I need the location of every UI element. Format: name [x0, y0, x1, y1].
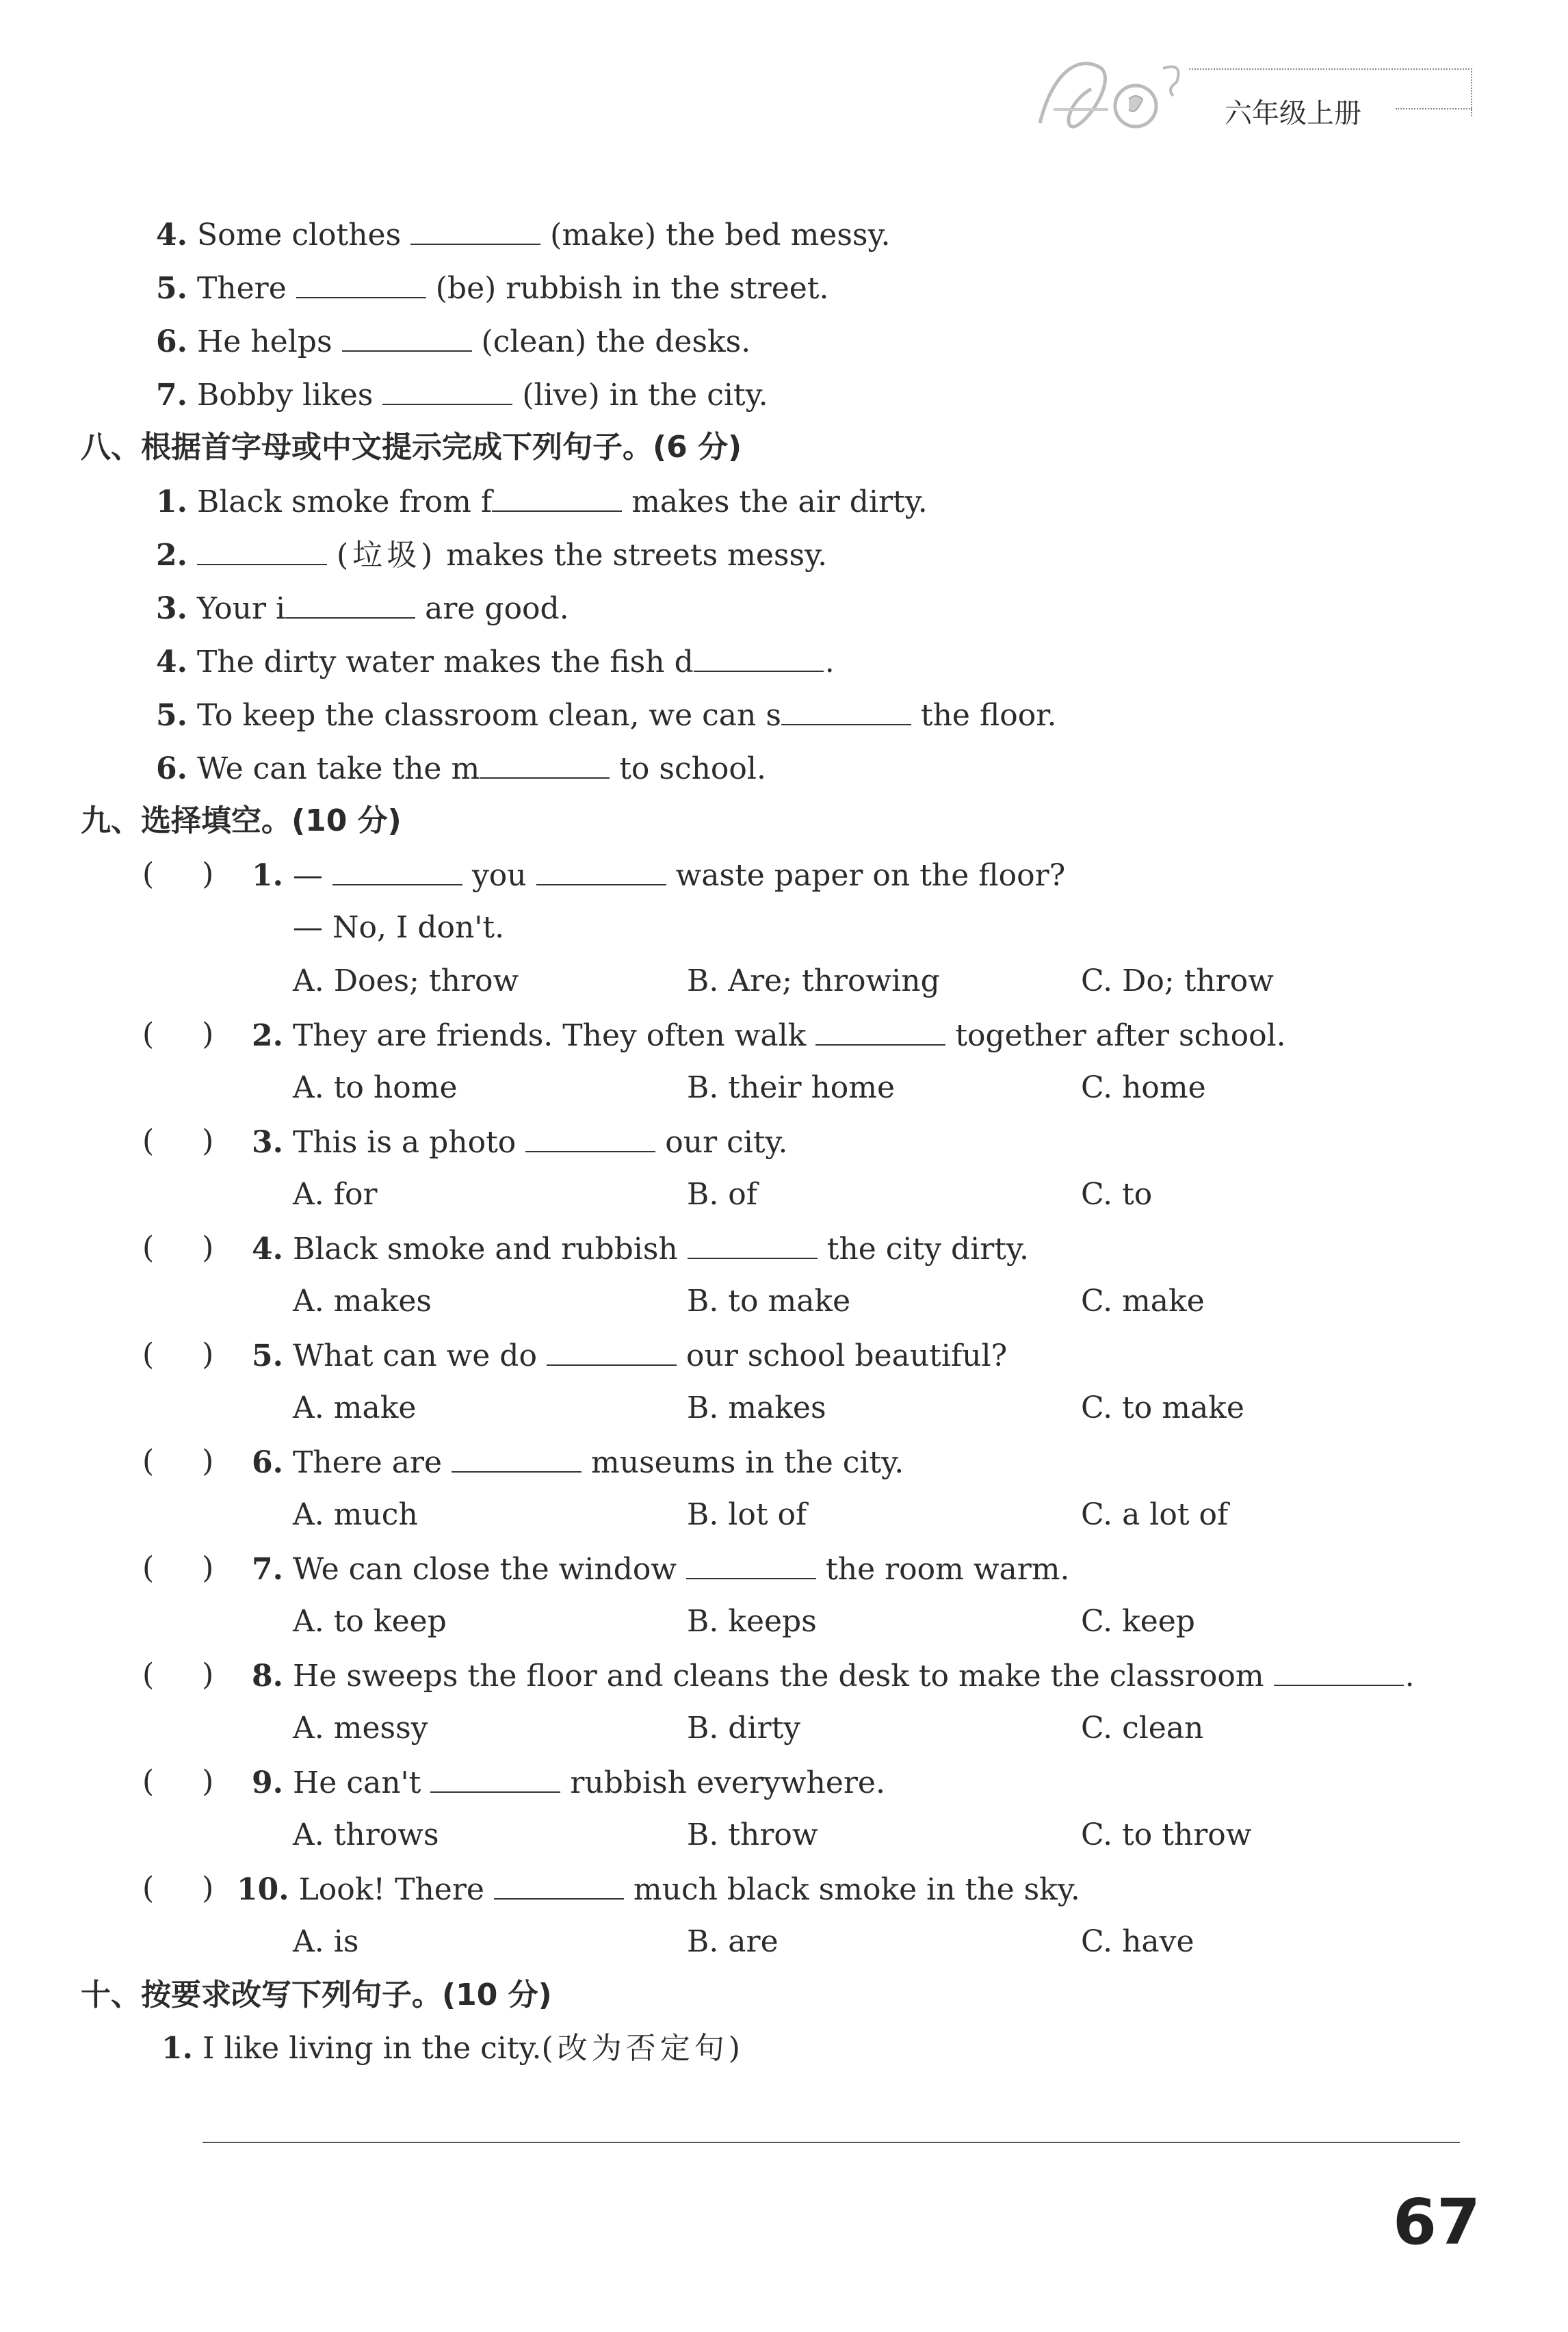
mc-question-3: 3. This is a photo our city.	[252, 1121, 788, 1163]
part8-item-1: 1. Black smoke from f makes the air dirty.	[156, 480, 928, 523]
option-c: C. a lot of	[1081, 1497, 1229, 1532]
option-c: C. make	[1081, 1284, 1205, 1319]
mc-question-9: 9. He can't rubbish everywhere.	[252, 1761, 885, 1804]
answer-blank[interactable]	[296, 267, 426, 298]
option-a: A. much	[293, 1497, 418, 1532]
option-b: B. Are; throwing	[687, 963, 940, 998]
option-a: A. to home	[293, 1070, 458, 1105]
mc-question-2: 2. They are friends. They often walk together after school.	[252, 1014, 1286, 1057]
answer-paren[interactable]: ( )	[142, 1017, 214, 1052]
answer-paren[interactable]: ( )	[142, 1871, 214, 1906]
part7-item-6: 6. He helps (clean) the desks.	[156, 320, 750, 363]
answer-blank[interactable]	[430, 1761, 560, 1793]
answer-blank[interactable]	[536, 854, 666, 885]
option-c: C. keep	[1081, 1604, 1195, 1639]
answer-blank[interactable]	[382, 374, 512, 405]
answer-paren[interactable]: ( )	[142, 1764, 214, 1799]
option-a: A. for	[293, 1177, 378, 1212]
answer-paren[interactable]: ( )	[142, 857, 214, 892]
answer-blank[interactable]	[1274, 1655, 1404, 1686]
mc-question-7: 7. We can close the window the room warm.	[252, 1548, 1069, 1590]
answer-line[interactable]	[202, 2142, 1460, 2143]
answer-blank[interactable]	[492, 480, 622, 512]
header-logo	[1026, 41, 1197, 144]
answer-blank[interactable]	[410, 213, 540, 245]
answer-blank[interactable]	[342, 320, 472, 352]
answer-paren[interactable]: ( )	[142, 1444, 214, 1479]
answer-paren[interactable]: ( )	[142, 1230, 214, 1265]
header-grade: 六年级上册	[1225, 98, 1361, 129]
answer-blank[interactable]	[332, 854, 462, 885]
answer-blank[interactable]	[452, 1441, 582, 1473]
option-b: B. dirty	[687, 1711, 801, 1746]
part10-title: 十、按要求改写下列句子。(10 分)	[81, 1978, 552, 2012]
part8-item-4: 4. The dirty water makes the fish d .	[156, 640, 835, 683]
option-c: C. to make	[1081, 1390, 1244, 1425]
option-b: B. makes	[687, 1390, 826, 1425]
mc-question-4: 4. Black smoke and rubbish the city dirty.	[252, 1228, 1029, 1270]
mc-question-8: 8. He sweeps the floor and cleans the desk to make the classroom .	[252, 1655, 1415, 1697]
answer-blank[interactable]	[494, 1868, 624, 1900]
part8-item-2: 2. (垃圾) makes the streets messy.	[156, 534, 827, 576]
mc-question-1: 1. — you waste paper on the floor?	[252, 854, 1065, 896]
answer-blank[interactable]	[694, 640, 824, 672]
mc-question-10: 10. Look! There much black smoke in the sky.	[237, 1868, 1080, 1910]
answer-blank[interactable]	[781, 694, 911, 725]
option-b: B. are	[687, 1924, 779, 1959]
option-a: A. Does; throw	[293, 963, 519, 998]
option-b: B. keeps	[687, 1604, 817, 1639]
mc-question-6: 6. There are museums in the city.	[252, 1441, 904, 1484]
answer-paren[interactable]: ( )	[142, 1124, 214, 1158]
mc-reply-1: — No, I don't.	[293, 910, 505, 945]
option-b: B. throw	[687, 1817, 818, 1852]
option-a: A. to keep	[293, 1604, 447, 1639]
option-b: B. to make	[687, 1284, 851, 1319]
answer-paren[interactable]: ( )	[142, 1551, 214, 1585]
option-a: A. make	[293, 1390, 417, 1425]
option-b: B. their home	[687, 1070, 896, 1105]
option-a: A. makes	[293, 1284, 432, 1319]
page-number: 67	[1393, 2186, 1481, 2259]
answer-blank[interactable]	[285, 587, 415, 619]
answer-blank[interactable]	[686, 1548, 816, 1579]
option-c: C. home	[1081, 1070, 1206, 1105]
rewrite-item-1: 1. I like living in the city.(改为否定句)	[161, 2031, 744, 2066]
option-a: A. throws	[293, 1817, 439, 1852]
option-a: A. is	[293, 1924, 359, 1959]
option-a: A. messy	[293, 1711, 428, 1746]
part7-item-5: 5. There (be) rubbish in the street.	[156, 267, 828, 309]
answer-paren[interactable]: ( )	[142, 1657, 214, 1692]
part9-title: 九、选择填空。(10 分)	[81, 803, 402, 838]
answer-blank[interactable]	[197, 534, 327, 565]
answer-blank[interactable]	[525, 1121, 655, 1152]
option-c: C. have	[1081, 1924, 1194, 1959]
option-c: C. to	[1081, 1177, 1153, 1212]
answer-blank[interactable]	[815, 1014, 945, 1046]
option-c: C. Do; throw	[1081, 963, 1274, 998]
option-b: B. of	[687, 1177, 758, 1212]
option-c: C. clean	[1081, 1711, 1204, 1746]
answer-blank[interactable]	[480, 747, 610, 779]
part7-item-7: 7. Bobby likes (live) in the city.	[156, 374, 768, 416]
header-dots	[1396, 108, 1472, 109]
option-c: C. to throw	[1081, 1817, 1252, 1852]
part8-item-5: 5. To keep the classroom clean, we can s the floor.	[156, 694, 1056, 736]
part7-item-4: 4. Some clothes (make) the bed messy.	[156, 213, 891, 256]
answer-blank[interactable]	[547, 1334, 677, 1366]
part8-item-6: 6. We can take the m to school.	[156, 747, 766, 790]
option-b: B. lot of	[687, 1497, 807, 1532]
part8-title: 八、根据首字母或中文提示完成下列句子。(6 分)	[81, 430, 742, 465]
part8-item-3: 3. Your i are good.	[156, 587, 569, 630]
answer-paren[interactable]: ( )	[142, 1337, 214, 1372]
answer-blank[interactable]	[688, 1228, 818, 1259]
mc-question-5: 5. What can we do our school beautiful?	[252, 1334, 1007, 1377]
